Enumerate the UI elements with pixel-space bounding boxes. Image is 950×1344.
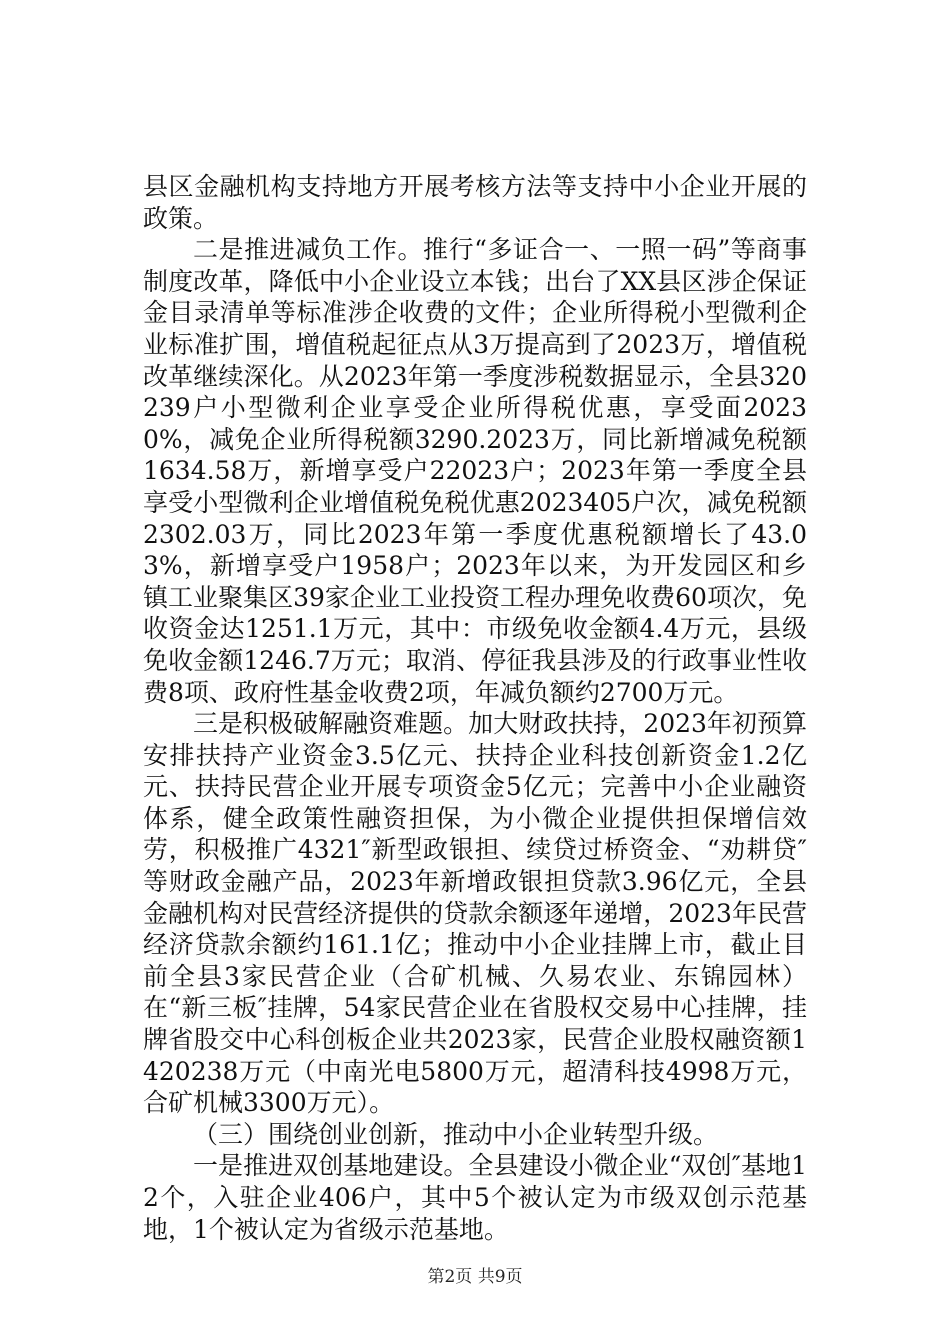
paragraph-reduce-burden: 二是推进减负工作。推行“多证合一、一照一码”等商事制度改革，降低中小企业设立本钱；出台了XX县区涉企保证金目录清单等标准涉企收费的文件；企业所得税小型微利企业标准扩围，增值税起征点从3万提高到了2023万，增值税改革继续深化。从2023年第一季度涉税数据显示，全县320239户小型微利企业享受企业所得税优惠，享受面20230%，减免企业所得税额3290.2023万，同比新增减免税额1634.58万，新增享受户22023户；2023年第一季度全县享受小型微利企业增值税免税优惠2023405户次，减免税额2302.03万，同比2023年第一季度优惠税额增长了43.03%，新增享受户1958户；2023年以来，为开发园区和乡镇工业聚集区39家企业工业投资工程办理免收费60项次，免收资金达1251.1万元，其中：市级免收金额4.4万元，县级免收金额1246.7万元；取消、停征我县涉及的行政事业性收费8项、政府性基金收费2项，年减负额约2700万元。 <box>143 235 807 707</box>
page-footer: 第2页 共9页 <box>427 1267 523 1287</box>
section-heading-innovation: （三）围绕创业创新，推动中小企业转型升级。 <box>193 1119 719 1149</box>
paragraph-financing: 三是积极破解融资难题。加大财政扶持，2023年初预算安排扶持产业资金3.5亿元、扶持企业科技创新资金1.2亿元、扶持民营企业开展专项资金5亿元；完善中小企业融资体系，健全政策性融资担保，为小微企业提供担保增信效劳，积极推广4321″新型政银担、续贷过桥资金、“劝耕贷″等财政金融产品，2023年新增政银担贷款3.96亿元，全县金融机构对民营经济提供的贷款余额逐年递增，2023年民营经济贷款余额约161.1亿；推动中小企业挂牌上市，截止目前全县3家民营企业（合矿机械、久易农业、东锦园林）在“新三板″挂牌，54家民营企业在省股权交易中心挂牌，挂牌省股交中心科创板企业共2023家，民营企业股权融资额1420238万元（中南光电5800万元，超清科技4998万元，合矿机械3300万元）。 <box>143 709 807 1118</box>
document-body <box>143 171 807 1245</box>
paragraph-continuation: 县区金融机构支持地方开展考核方法等支持中小企业开展的政策。 <box>143 172 807 233</box>
paragraph-incubation-bases: 一是推进双创基地建设。全县建设小微企业“双创″基地12个，入驻企业406户，其中5个被认定为市级双创示范基地，1个被认定为省级示范基地。 <box>143 1151 807 1244</box>
